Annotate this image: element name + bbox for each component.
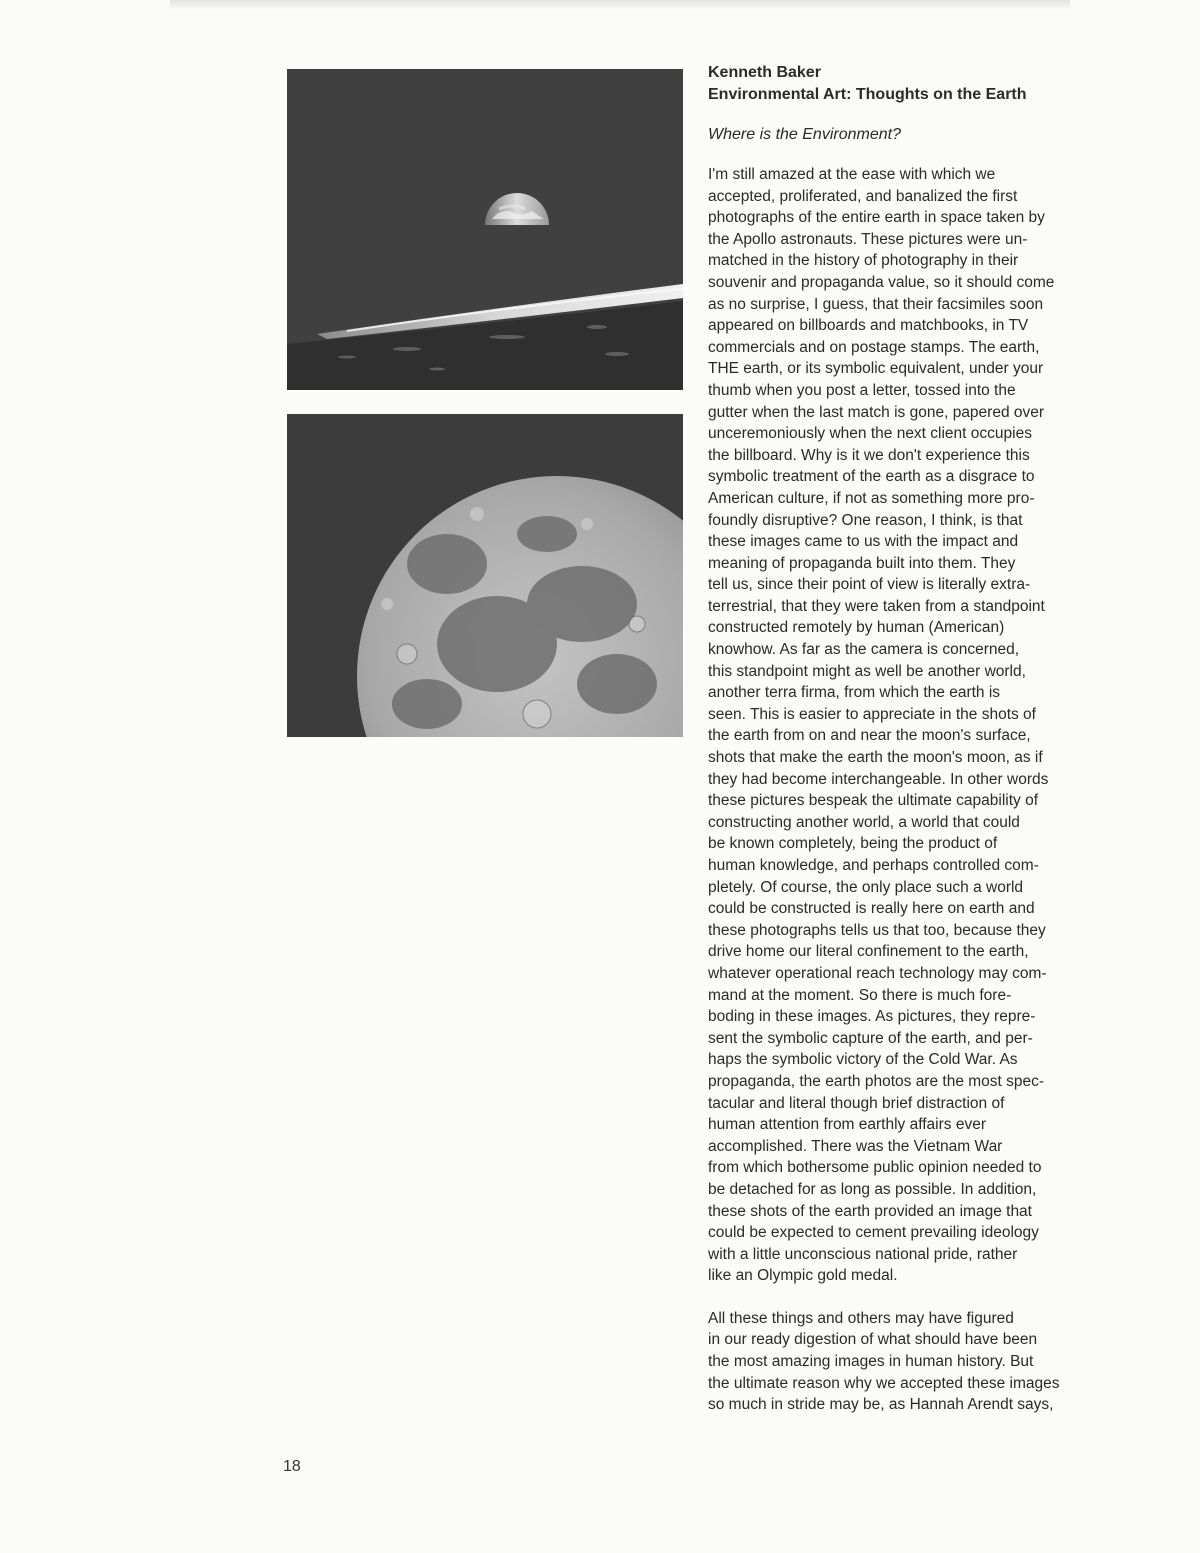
text-line: the most amazing images in human history. But xyxy=(708,1353,1034,1371)
text-line: meaning of propaganda built into them. They xyxy=(708,554,1016,572)
text-line: they had become interchangeable. In other words xyxy=(708,770,1049,788)
text-line: shots that make the earth the moon's moon, as if xyxy=(708,749,1043,767)
text-line: matched in the history of photography in their xyxy=(708,252,1019,270)
text-line: so much in stride may be, as Hannah Arendt says, xyxy=(708,1396,1054,1414)
earthrise-photo xyxy=(287,69,683,390)
text-line: whatever operational reach technology may com- xyxy=(708,964,1047,982)
text-line: tell us, since their point of view is literally extra- xyxy=(708,576,1031,594)
text-line: boding in these images. As pictures, they repre- xyxy=(708,1008,1036,1026)
text-line: thumb when you post a letter, tossed into the xyxy=(708,381,1016,399)
text-line: pletely. Of course, the only place such a world xyxy=(708,878,1024,896)
text-line: foundly disruptive? One reason, I think, is that xyxy=(708,511,1023,529)
text-line: terrestrial, that they were taken from a standpoint xyxy=(708,597,1045,615)
text-line: human attention from earthly affairs ever xyxy=(708,1116,986,1134)
text-line: the billboard. Why is it we don't experience this xyxy=(708,446,1030,464)
paragraph-1 xyxy=(708,164,1118,1287)
text-line: THE earth, or its symbolic equivalent, under your xyxy=(708,360,1044,378)
text-line: these images came to us with the impact and xyxy=(708,533,1019,551)
text-line: these pictures bespeak the ultimate capability of xyxy=(708,792,1038,810)
text-line: sent the symbolic capture of the earth, and per- xyxy=(708,1029,1033,1047)
text-line: human knowledge, and perhaps controlled com- xyxy=(708,857,1039,874)
text-line: knowhow. As far as the camera is concerned, xyxy=(708,641,1020,659)
text-line: mand at the moment. So there is much fore- xyxy=(708,986,1012,1004)
author-name: Kenneth Baker xyxy=(708,64,821,81)
text-line: be detached for as long as possible. In addition, xyxy=(708,1180,1037,1198)
page-number: 18 xyxy=(283,1458,301,1475)
text-line: I'm still amazed at the ease with which we xyxy=(708,166,996,183)
text-line: tacular and literal though brief distraction of xyxy=(708,1094,1005,1112)
text-line: could be constructed is really here on earth and xyxy=(708,900,1035,918)
text-line: appeared on billboards and matchbooks, in TV xyxy=(708,317,1029,335)
text-line: constructed remotely by human (American) xyxy=(708,619,1005,637)
text-line: gutter when the last match is gone, papered over xyxy=(708,403,1045,421)
text-line: unceremoniously when the next client occupies xyxy=(708,425,1032,443)
text-line: haps the symbolic victory of the Cold War. As xyxy=(708,1051,1018,1069)
article-column xyxy=(708,62,1118,1416)
text-line: be known completely, being the product of xyxy=(708,835,998,853)
text-line: All these things and others may have figured xyxy=(708,1309,1014,1327)
text-line: American culture, if not as something more pro- xyxy=(708,489,1035,507)
text-line: symbolic treatment of the earth as a disgrace to xyxy=(708,468,1035,486)
text-line: propaganda, the earth photos are the most spec- xyxy=(708,1072,1045,1090)
text-line: this standpoint might as well be another world, xyxy=(708,662,1026,680)
text-line: these photographs tells us that too, because they xyxy=(708,921,1046,939)
text-line: with a little unconscious national pride, rather xyxy=(708,1245,1018,1263)
text-line: constructing another world, a world that could xyxy=(708,813,1020,831)
paragraph-2 xyxy=(708,1308,1118,1416)
text-line: in our ready digestion of what should have been xyxy=(708,1331,1038,1349)
moon-photo xyxy=(287,414,683,737)
text-line: photographs of the entire earth in space taken by xyxy=(708,209,1045,227)
text-line: like an Olympic gold medal. xyxy=(708,1267,898,1285)
text-line: drive home our literal confinement to the earth, xyxy=(708,943,1029,961)
scan-edge-shadow xyxy=(170,0,1070,10)
article-title: Environmental Art: Thoughts on the Earth xyxy=(708,86,1027,103)
text-line: commercials and on postage stamps. The earth, xyxy=(708,338,1040,356)
text-line: as no surprise, I guess, that their facsimiles soon xyxy=(708,295,1044,313)
text-line: souvenir and propaganda value, so it should come xyxy=(708,273,1055,291)
text-line: the Apollo astronauts. These pictures were un- xyxy=(708,230,1028,248)
text-line: could be expected to cement prevailing ideology xyxy=(708,1224,1039,1242)
text-line: the earth from on and near the moon's surface, xyxy=(708,727,1031,745)
text-line: accepted, proliferated, and banalized the first xyxy=(708,187,1018,205)
text-line: from which bothersome public opinion needed to xyxy=(708,1159,1042,1177)
text-line: the ultimate reason why we accepted these images xyxy=(708,1374,1060,1392)
text-line: these shots of the earth provided an image that xyxy=(708,1202,1032,1220)
text-line: accomplished. There was the Vietnam War xyxy=(708,1137,1003,1155)
section-heading: Where is the Environment? xyxy=(708,126,901,143)
text-line: seen. This is easier to appreciate in the shots of xyxy=(708,705,1036,723)
text-line: another terra firma, from which the earth is xyxy=(708,684,1001,702)
